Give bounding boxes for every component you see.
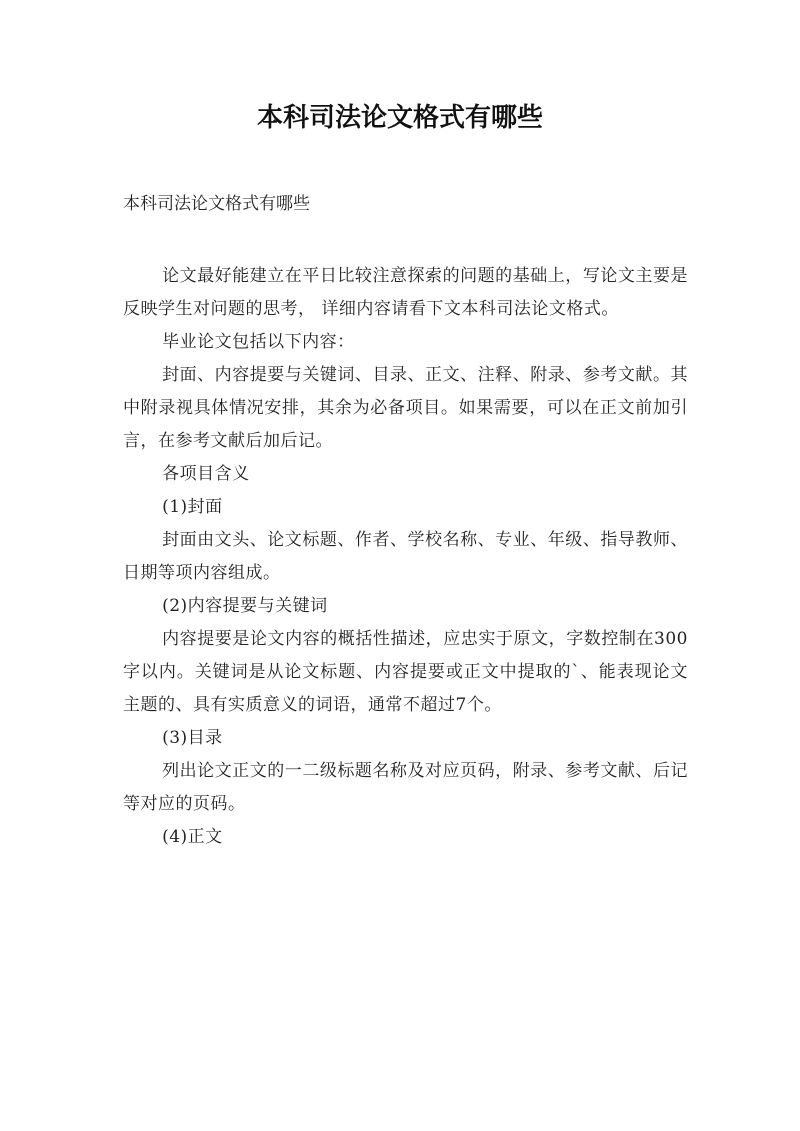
item-heading-main-text: (4)正文: [162, 827, 223, 847]
document-body: [123, 260, 688, 854]
paragraph-intro: 论文最好能建立在平日比较注意探索的问题的基础上，写论文主要是反映学生对问题的思考， 详细内容请看下文本科司法论文格式。: [123, 266, 688, 319]
document-subtitle: 本科司法论文格式有哪些: [123, 194, 310, 214]
item-heading-toc: (3)目录: [162, 728, 223, 748]
item-heading-abstract: (2)内容提要与关键词: [162, 596, 328, 616]
section-heading-meanings: 各项目含义: [162, 464, 250, 484]
paragraph-contents-list: 封面、内容提要与关键词、目录、正文、注释、附录、参考文献。其中附录视具体情况安排，其余为必备项目。如果需要，可以在正文前加引言，在参考文献后加后记。: [123, 365, 688, 451]
paragraph-toc: 列出论文正文的一二级标题名称及对应页码，附录、参考文献、后记等对应的页码。: [123, 761, 688, 814]
item-heading-cover: (1)封面: [162, 497, 223, 517]
document-title: 本科司法论文格式有哪些: [256, 103, 543, 133]
paragraph-contents-lead: 毕业论文包括以下内容：: [162, 332, 355, 352]
paragraph-cover: 封面由文头、论文标题、作者、学校名称、专业、年级、指导教师、日期等项内容组成。: [123, 530, 688, 583]
paragraph-abstract: 内容提要是论文内容的概括性描述，应忠实于原文，字数控制在300字以内。关键词是从论文标题、内容提要或正文中提取的`、能表现论文主题的、具有实质意义的词语，通常不超过7个。: [123, 629, 688, 715]
